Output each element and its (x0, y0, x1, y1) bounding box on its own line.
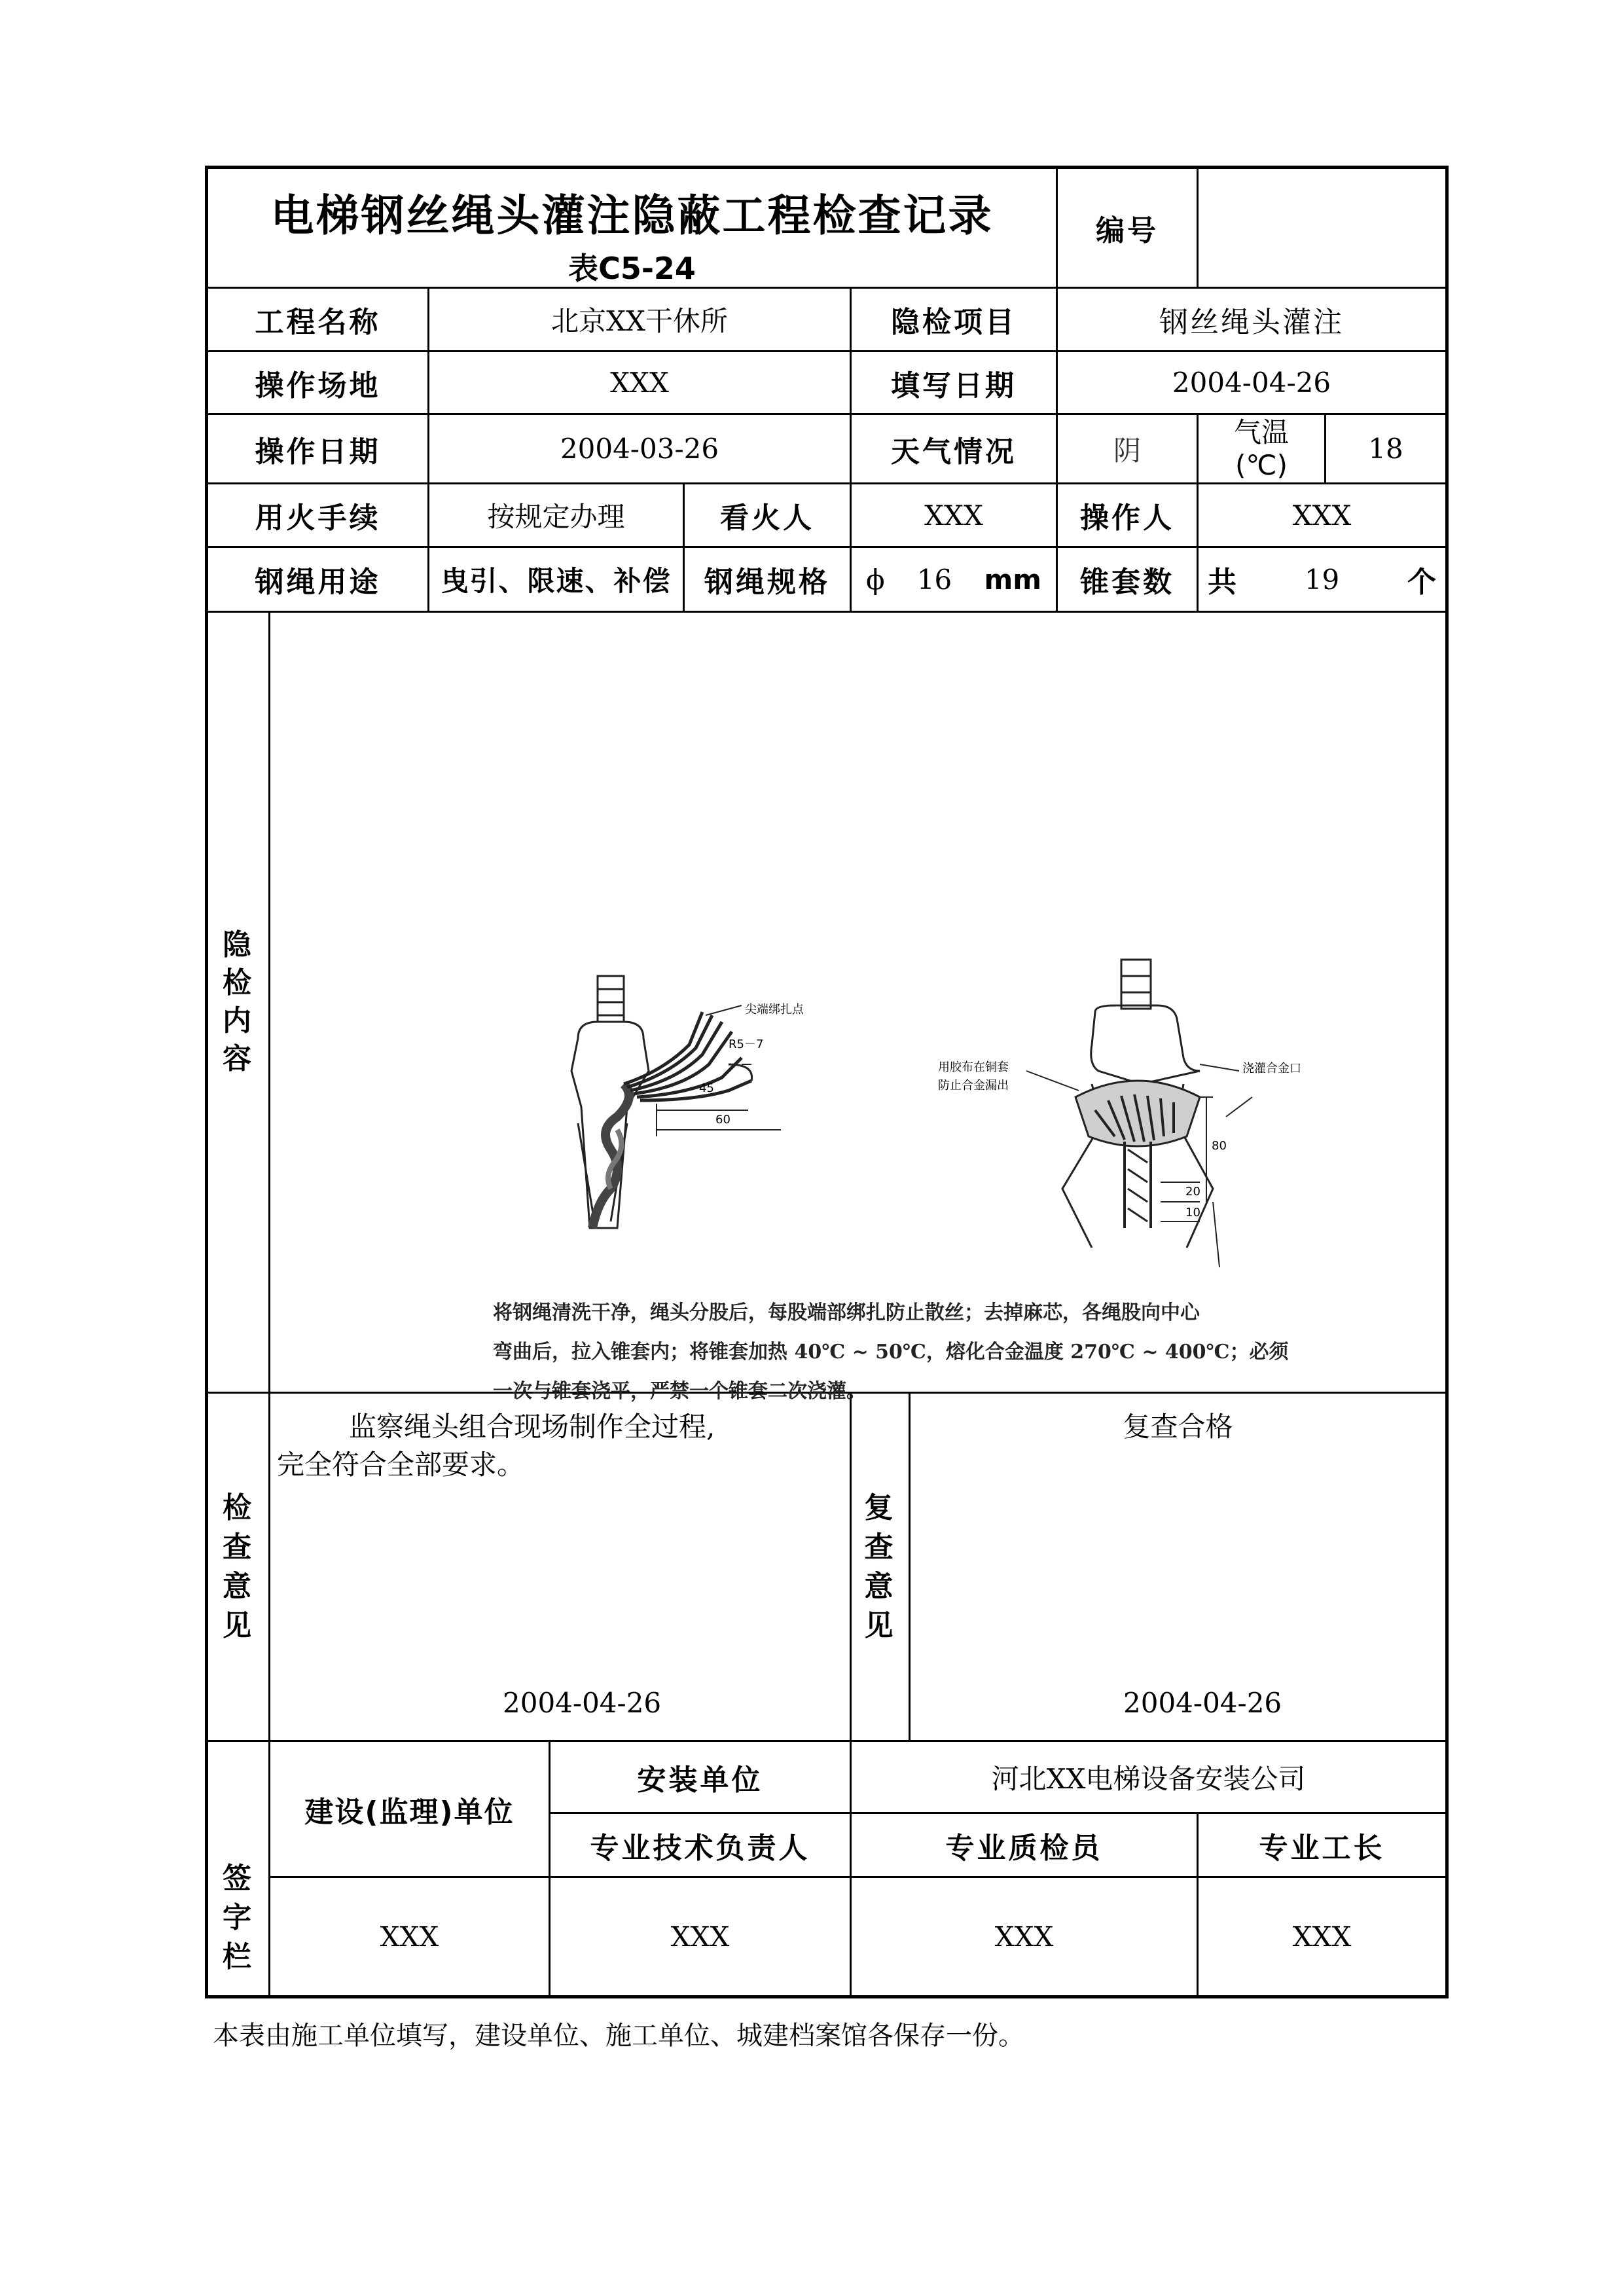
content-area (270, 613, 1445, 1403)
label-dim-45: 45 (699, 1081, 714, 1095)
label-tip-binding: 尖端绑扎点 (745, 1003, 804, 1017)
inspection-label-char: 见 (223, 1608, 254, 1642)
qc-signature[interactable]: XXX (994, 1921, 1054, 1953)
qc-inspector-label: 专业质检员 (945, 1831, 1103, 1865)
content-label-char: 检 (223, 966, 254, 1000)
signature-label-char: 签 (223, 1861, 254, 1895)
inspection-opinion-field[interactable] (270, 1394, 850, 1740)
site-label: 操作场地 (255, 369, 381, 403)
owner-signature[interactable]: XXX (380, 1921, 439, 1953)
review-date: 2004-04-26 (1123, 1687, 1282, 1719)
install-unit-field[interactable]: 河北XX电梯设备安装公司 (991, 1762, 1306, 1795)
owner-unit-label: 建设(监理)单位 (304, 1795, 514, 1829)
fill-date-field[interactable]: 2004-04-26 (1172, 367, 1331, 399)
inspection-record-form (205, 166, 1449, 1998)
inspection-text-line2: 完全符合全部要求。 (277, 1449, 525, 1481)
cone-count-field[interactable] (1199, 548, 1445, 611)
review-label (852, 1394, 909, 1740)
inspection-label-char: 意 (223, 1569, 254, 1603)
signature-label (208, 1742, 268, 1995)
foreman-label: 专业工长 (1259, 1831, 1385, 1865)
label-dim-80: 80 (1212, 1139, 1227, 1153)
content-label-char: 内 (223, 1004, 254, 1038)
socket-neck-right (1121, 960, 1151, 1009)
footnote: 本表由施工单位填写，建设单位、施工单位、城建档案馆各保存一份。 (213, 2021, 1024, 2051)
fill-date-label: 填写日期 (891, 369, 1017, 403)
op-date-field[interactable]: 2004-03-26 (560, 433, 719, 465)
review-label-char: 见 (864, 1608, 896, 1642)
temperature-label (1199, 415, 1324, 482)
content-label-char: 容 (223, 1042, 254, 1075)
number-label: 编号 (1096, 214, 1159, 247)
fire-permit-field[interactable]: 按规定办理 (487, 501, 625, 533)
label-pour-alloy: 浇灌合金口 (1242, 1062, 1301, 1075)
fire-watch-field[interactable]: XXX (924, 499, 983, 532)
tech-lead-label: 专业技术负责人 (590, 1831, 810, 1865)
inspection-text-line1: 监察绳头组合现场制作全过程, (349, 1411, 715, 1443)
content-label-char: 隐 (223, 928, 254, 962)
operator-label: 操作人 (1080, 501, 1174, 535)
cone-count-label: 锥套数 (1080, 566, 1174, 599)
cone-count-prefix: 共 (1208, 566, 1236, 599)
process-note-line: 将钢绳清洗干净，绳头分股后，每股端部绑扎防止散丝；去掉麻芯，各绳股向中心 (493, 1301, 1200, 1324)
label-dim-60: 60 (715, 1113, 731, 1127)
signature-label-char: 栏 (223, 1940, 254, 1974)
fire-watch-label: 看火人 (720, 501, 814, 535)
hidden-item-label: 隐检项目 (891, 306, 1017, 339)
review-text: 复查合格 (1123, 1411, 1233, 1443)
label-dim-20: 20 (1185, 1185, 1200, 1199)
inspection-label (208, 1394, 268, 1740)
inspection-label-char: 检 (223, 1491, 254, 1525)
process-note-line: 一次与锥套浇平，严禁一个锥套二次浇灌。 (493, 1380, 866, 1403)
label-dim-10: 10 (1185, 1206, 1200, 1220)
rope-use-label: 钢绳用途 (255, 566, 381, 599)
label-r-spec: R5－7 (729, 1038, 764, 1051)
rope-spec-field[interactable] (852, 548, 1056, 611)
op-date-label: 操作日期 (255, 435, 381, 469)
content-label (208, 613, 268, 1392)
temperature-field[interactable]: 18 (1368, 433, 1403, 465)
table-number-text: 表C5-24 (568, 251, 696, 286)
operator-field[interactable]: XXX (1292, 499, 1352, 532)
process-note-line: 弯曲后，拉入锥套内；将锥套加热 40℃ ~ 50℃，熔化合金温度 270℃ ~ 400℃；必须 (493, 1341, 1289, 1364)
tech-lead-signature[interactable]: XXX (670, 1921, 730, 1953)
form-title-text: 电梯钢丝绳头灌注隐蔽工程检查记录 (270, 190, 994, 241)
inspection-label-char: 查 (223, 1530, 254, 1564)
project-name-label: 工程名称 (255, 306, 381, 339)
hidden-item-field[interactable]: 钢丝绳头灌注 (1159, 306, 1344, 339)
temperature-label-text: 气温 (1233, 416, 1289, 448)
fire-permit-label: 用火手续 (255, 501, 381, 535)
signature-label-char: 字 (223, 1900, 254, 1934)
number-field[interactable] (1199, 169, 1445, 287)
rope-diameter: 16 (916, 563, 952, 596)
label-tape-1: 用胶布在铜套 (938, 1060, 1009, 1074)
rope-spec-label: 钢绳规格 (704, 566, 830, 599)
temperature-unit-text: (℃) (1235, 448, 1288, 481)
cone-count-value: 19 (1304, 563, 1340, 596)
phi-symbol: ϕ (866, 563, 885, 596)
label-tape-2: 防止合金漏出 (938, 1079, 1009, 1093)
rope-socket-drawing (270, 613, 1445, 1220)
review-opinion-field[interactable] (911, 1394, 1445, 1740)
socket-top-right (1091, 1005, 1200, 1084)
install-unit-label: 安装单位 (637, 1763, 763, 1797)
cone-count-unit: 个 (1407, 566, 1436, 599)
review-label-char: 查 (864, 1530, 896, 1564)
site-field[interactable]: XXX (610, 367, 669, 399)
rope-unit: mm (984, 563, 1041, 596)
table-number (208, 246, 1056, 287)
weather-label: 天气情况 (891, 435, 1017, 469)
inspection-date: 2004-04-26 (503, 1687, 662, 1719)
weather-field[interactable]: 阴 (1113, 434, 1141, 467)
review-label-char: 意 (864, 1569, 896, 1603)
foreman-signature[interactable]: XXX (1292, 1921, 1352, 1953)
form-title (208, 169, 1056, 241)
project-name-field[interactable]: 北京XX干休所 (551, 305, 728, 337)
review-label-char: 复 (864, 1491, 896, 1525)
rope-use-field[interactable]: 曳引、限速、补偿 (441, 565, 672, 597)
